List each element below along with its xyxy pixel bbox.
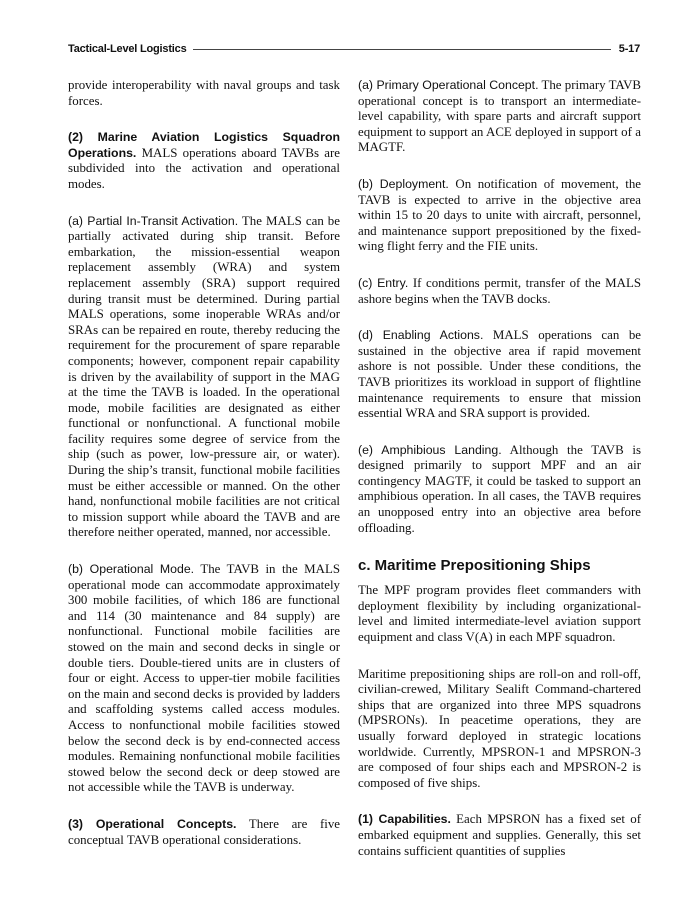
subsection-heading: (b) Deployment.: [358, 176, 449, 191]
paragraph-text: provide interoperability with naval groups and task forces.: [68, 78, 340, 108]
running-header: [68, 41, 640, 57]
subsection-heading: (1) Capabilities.: [358, 812, 451, 827]
paragraph-text: The MALS can be partially activated during ship transit. Before embarkation, the mission-essential weapon replacement assembly (WRA) and system replacement assembly (SRA) support required during transit must be determined. During partial MALS operations, some inoperable WRAs and/or SRAs can be repaired en route, thereby reducing the requirement for the procurement of spare reparable components; however, component repair capability is driven by the availability of support in the MAG at the time the TAVB is loaded. In the operational mode, mobile facilities are designated as either functional or nonfunctional. A functional mobile facility requires some degree of service from the ship (such as power, low-pressure air, or water). During the ship’s transit, functional mobile facilities must be either accessible or manned. On the other hand, nonfunctional mobile facilities are not critical to mission support while aboard the TAVB and are therefore neither operated, manned, nor accessible.: [68, 213, 340, 540]
paragraph-partial-activation: [68, 214, 340, 541]
header-title: Tactical-Level Logistics: [68, 43, 187, 55]
subsection-heading: (c) Entry.: [358, 275, 409, 290]
paragraph-text: The TAVB in the MALS operational mode can accommodate approximately 300 mobile facilities, of which 186 are functional and 114 (30 maintenance and 84 supply) are nonfunctional. Functional mobile facilities are stowed on the main and second decks in single or double tiers. Double-tiered units are in clusters of four or eight. Access to upper-tier mobile facilities on the main and second decks is provided by ladders and scaffolding systems called access modules. Access to nonfunctional mobile facilities stowed below the second deck is by end-connected access modules. Remaining nonfunctional mobile facilities stowed below the second deck or deep stowed are not accessible while the TAVB is underway.: [68, 562, 340, 795]
paragraph-enabling-actions: [358, 328, 641, 422]
paragraph-text: MALS operations can be sustained in the objective area if rapid movement ashore is not possible. Under these conditions, the TAVB prioritizes its workload in support of flightline maintenance requirements to ensure that mission essential WRA and SRA support is provided.: [358, 328, 641, 421]
paragraph-text: Each MPSRON has a fixed set of embarked equipment and supplies. Generally, this set contains sufficient quantities of supplies: [358, 812, 641, 858]
paragraph-mpf-program: [358, 583, 641, 645]
paragraph-text: The primary TAVB operational concept is to transport an intermediate-level capability, with spare parts and aircraft support equipment to support an ACE deployed in support of a MAGTF.: [358, 78, 641, 155]
paragraph-continuation: [68, 78, 340, 109]
paragraph-text: The MPF program provides fleet commanders with deployment flexibility by including organizational-level and limited intermediate-level aviation support equipment and class V(A) in each MPF squadron.: [358, 583, 641, 645]
paragraph-capabilities: [358, 812, 641, 859]
subsection-heading: (3) Operational Concepts.: [68, 816, 237, 831]
paragraph-text: On notification of movement, the TAVB is expected to arrive in the objective area within 15 to 20 days to unite with aircraft, personnel, and maintenance support prepositioned by the fixed-wing flight ferry and the FIE units.: [358, 176, 641, 254]
page-number: 5-17: [618, 43, 640, 55]
paragraph-text: There are five conceptual TAVB operational considerations.: [68, 816, 340, 847]
subsection-heading: (a) Partial In-Transit Activation.: [68, 213, 239, 228]
paragraph-operational-concepts: [68, 817, 340, 848]
paragraph-text: Although the TAVB is designed primarily to support MPF and an air contingency MAGTF, it could be tasked to support an amphibious operation. In all cases, the TAVB requires an unopposed entry into an objective area before offloading.: [358, 442, 641, 535]
paragraph-operational-mode: [68, 562, 340, 796]
subsection-heading: (2) Marine Aviation Logistics Squadron Operations.: [68, 130, 340, 160]
left-column: [68, 78, 340, 869]
paragraph-text: If conditions permit, transfer of the MALS ashore begins when the TAVB docks.: [358, 275, 641, 306]
paragraph-deployment: [358, 177, 641, 255]
subsection-heading: (d) Enabling Actions.: [358, 328, 484, 343]
paragraph-mals-operations: [68, 130, 340, 192]
paragraph-primary-concept: [358, 78, 641, 156]
subsection-heading: (e) Amphibious Landing.: [358, 442, 502, 457]
section-heading: c. Maritime Prepositioning Ships: [358, 557, 591, 575]
subsection-heading: (b) Operational Mode.: [68, 562, 195, 577]
paragraph-entry: [358, 276, 641, 307]
paragraph-mps-ships: [358, 667, 641, 792]
right-column: [358, 78, 641, 880]
header-rule: [193, 49, 610, 50]
paragraph-text: Maritime prepositioning ships are roll-on and roll-off, civilian-crewed, Military Sealift Command-chartered ships that are organized into three MPS squadrons (MPSRONs). In peacetime operations, they are usually forward deployed in strategic locations worldwide. Currently, MPSRON-1 and MPSRON-3 are composed of four ships each and MPSRON-2 is composed of five ships.: [358, 666, 641, 790]
paragraph-amphibious-landing: [358, 443, 641, 537]
paragraph-text: MALS operations aboard TAVBs are subdivided into the activation and operational modes.: [68, 145, 340, 191]
subsection-heading: (a) Primary Operational Concept.: [358, 78, 539, 92]
